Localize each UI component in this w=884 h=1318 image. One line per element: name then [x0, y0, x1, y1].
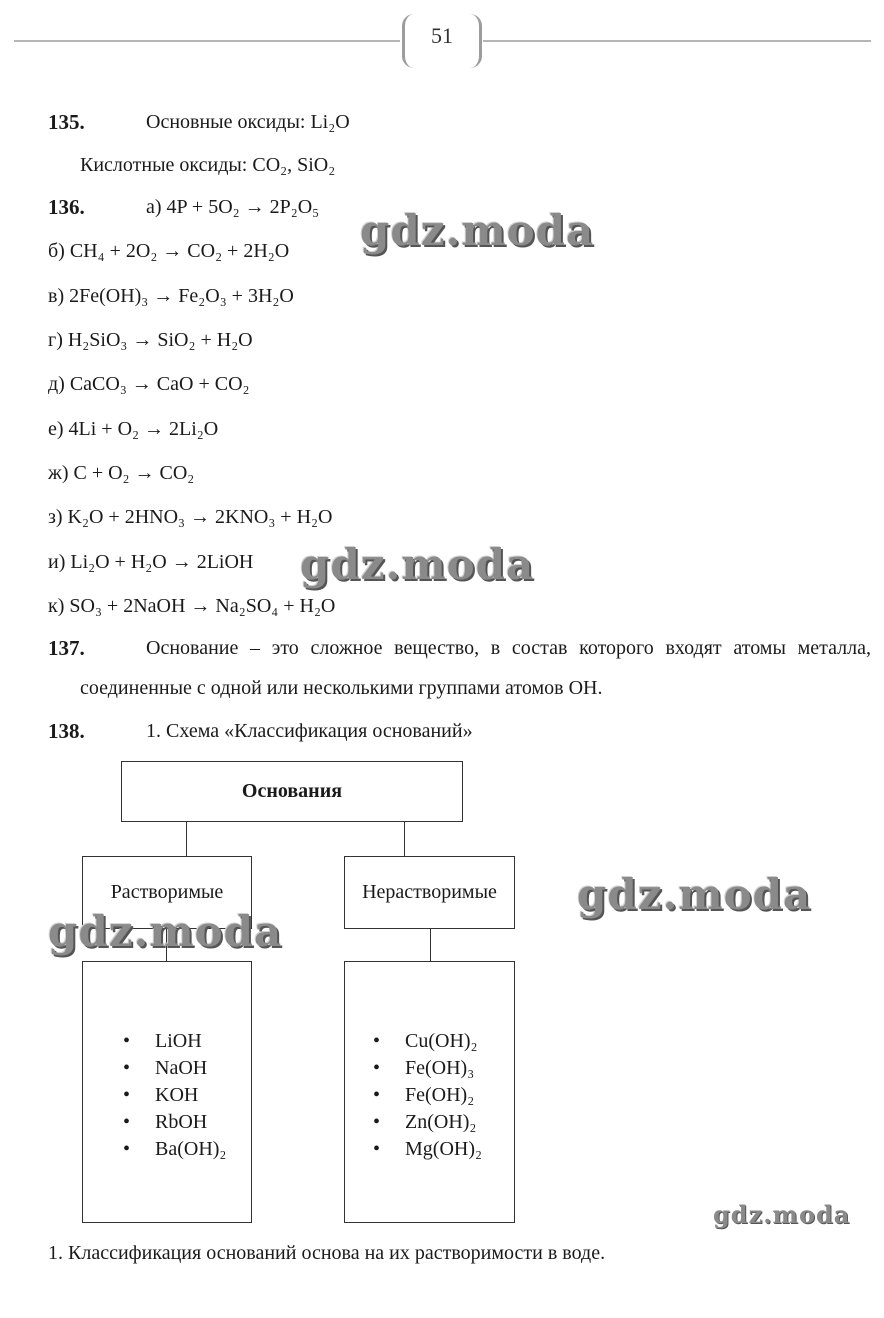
list-item: • Mg(OH)₂: [373, 1136, 514, 1163]
task-138-number: 138.: [48, 719, 85, 743]
acid-oxides-value: CO₂, SiO₂: [252, 154, 336, 176]
task-135-acid-oxides: [80, 152, 335, 178]
soluble-list-box: [82, 961, 252, 1223]
base-definition: Основание – это сложное вещество, в состав которого входят атомы металла, соединенные с одной или несколькими группами атомов ОН.: [80, 637, 871, 699]
header-rule-right: [483, 40, 871, 42]
equation-a: а) 4P + 5O₂ → 2P₂O₅: [146, 196, 320, 218]
list-item: • KOH: [123, 1082, 251, 1109]
watermark: gdz.moda: [577, 870, 812, 919]
watermark: gdz.moda: [360, 206, 595, 255]
task-136-number: 136.: [48, 195, 85, 219]
equation-z: з) K₂O + 2HNO₃ → 2KNO₃ + H₂O: [48, 506, 333, 528]
bases-root-label: Основания: [241, 780, 343, 802]
equation-v: в) 2Fe(OH)₃ → Fe₂O₃ + 3H₂O: [48, 285, 294, 307]
insoluble-box: [344, 856, 515, 929]
watermark: gdz.moda: [300, 540, 535, 589]
scheme-heading: 1. Схема «Классификация оснований»: [146, 720, 473, 742]
task-135-number: 135.: [48, 110, 85, 134]
equation-d: д) CaCO₃ → CaO + CO₂: [48, 373, 250, 395]
insoluble-list-box: [344, 961, 515, 1223]
task-135-basic-oxides: [146, 109, 350, 135]
insoluble-bases-list: [373, 1028, 514, 1163]
page-number: 51: [402, 14, 482, 68]
watermark: gdz.moda: [713, 1200, 851, 1229]
connector-root-insoluble: [404, 822, 405, 857]
list-item: • Fe(OH)₂: [373, 1082, 514, 1109]
bases-root-box: [121, 761, 463, 822]
insoluble-label: Нерастворимые: [362, 881, 497, 903]
basic-oxides-label: Основные оксиды:: [146, 111, 306, 133]
soluble-label: Растворимые: [110, 881, 224, 903]
connector-root-soluble: [186, 822, 187, 857]
classification-note: 1. Классификация оснований основа на их растворимости в воде.: [48, 1242, 606, 1264]
equation-b: б) CH₄ + 2O₂ → CO₂ + 2H₂O: [48, 240, 290, 262]
list-item: • RbOH: [123, 1109, 251, 1136]
equation-e: е) 4Li + O₂ → 2Li₂O: [48, 418, 219, 440]
basic-oxides-value: Li₂O: [310, 111, 350, 133]
task-137-number: 137.: [48, 636, 85, 660]
list-item: • LiOH: [123, 1028, 251, 1055]
soluble-bases-list: [123, 1028, 251, 1163]
connector-insoluble-list: [430, 929, 431, 962]
acid-oxides-label: Кислотные оксиды:: [80, 154, 248, 176]
equation-k: к) SO₃ + 2NaOH → Na₂SO₄ + H₂O: [48, 595, 336, 617]
list-item: • Fe(OH)₃: [373, 1055, 514, 1082]
equation-i: и) Li₂O + H₂O → 2LiOH: [48, 551, 254, 573]
watermark: gdz.moda: [48, 907, 283, 956]
list-item: • Cu(OH)₂: [373, 1028, 514, 1055]
list-item: • Zn(OH)₂: [373, 1109, 514, 1136]
equation-zh: ж) C + O₂ → CO₂: [48, 462, 195, 484]
header-rule-left: [14, 40, 400, 42]
list-item: • Ba(OH)₂: [123, 1136, 251, 1163]
list-item: • NaOH: [123, 1055, 251, 1082]
equation-g: г) H₂SiO₃ → SiO₂ + H₂O: [48, 329, 253, 351]
